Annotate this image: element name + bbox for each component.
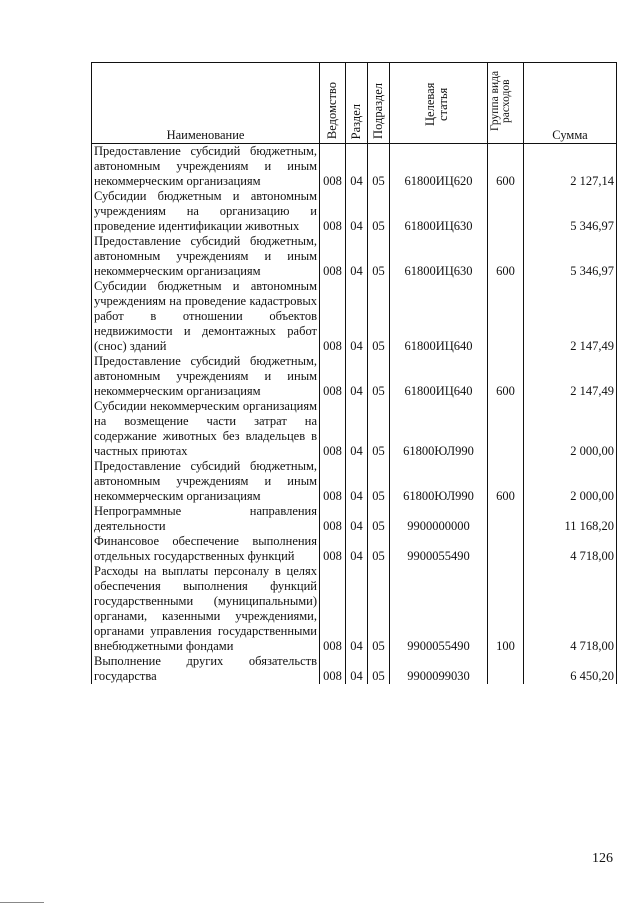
row-group: 600 xyxy=(488,234,524,279)
budget-table xyxy=(91,62,617,684)
row-section: 04 xyxy=(346,234,368,279)
table-row xyxy=(92,399,617,459)
row-sum: 2 147,49 xyxy=(524,354,617,399)
row-name: Субсидии некоммерческим организациям на возмещение части затрат на содержание животных без владельцев в частных приютах xyxy=(92,399,320,459)
row-dept: 008 xyxy=(320,144,346,190)
row-group xyxy=(488,399,524,459)
header-dept: Ведомство xyxy=(320,63,346,144)
row-dept: 008 xyxy=(320,189,346,234)
row-name: Выполнение других обязательств государства xyxy=(92,654,320,684)
row-sum: 2 000,00 xyxy=(524,459,617,504)
table-row xyxy=(92,189,617,234)
table-row xyxy=(92,144,617,190)
row-dept: 008 xyxy=(320,564,346,654)
row-subsection: 05 xyxy=(368,279,390,354)
table-row xyxy=(92,504,617,534)
header-target: Целевая статья xyxy=(390,63,488,144)
row-subsection: 05 xyxy=(368,354,390,399)
row-section: 04 xyxy=(346,564,368,654)
row-name: Предоставление субсидий бюджетным, автономным учреждениям и иным некоммерческим организациям xyxy=(92,459,320,504)
table-row xyxy=(92,534,617,564)
row-subsection: 05 xyxy=(368,189,390,234)
row-subsection: 05 xyxy=(368,504,390,534)
row-sum: 2 000,00 xyxy=(524,399,617,459)
row-section: 04 xyxy=(346,144,368,190)
page-number: 126 xyxy=(592,851,613,866)
row-subsection: 05 xyxy=(368,144,390,190)
row-dept: 008 xyxy=(320,354,346,399)
row-sum: 5 346,97 xyxy=(524,234,617,279)
row-subsection: 05 xyxy=(368,534,390,564)
row-name: Непрограммные направления деятельности xyxy=(92,504,320,534)
row-name: Предоставление субсидий бюджетным, автономным учреждениям и иным некоммерческим организациям xyxy=(92,234,320,279)
row-target: 61800ИЦ630 xyxy=(390,234,488,279)
row-name: Субсидии бюджетным и автономным учреждениям на организацию и проведение идентификации животных xyxy=(92,189,320,234)
row-target: 61800ИЦ630 xyxy=(390,189,488,234)
row-group: 600 xyxy=(488,459,524,504)
row-sum: 4 718,00 xyxy=(524,564,617,654)
row-target: 61800ЮЛ990 xyxy=(390,459,488,504)
row-sum: 11 168,20 xyxy=(524,504,617,534)
row-target: 61800ИЦ620 xyxy=(390,144,488,190)
row-section: 04 xyxy=(346,399,368,459)
row-section: 04 xyxy=(346,354,368,399)
row-dept: 008 xyxy=(320,459,346,504)
row-sum: 2 147,49 xyxy=(524,279,617,354)
scan-mark xyxy=(0,902,44,903)
row-group xyxy=(488,654,524,684)
row-section: 04 xyxy=(346,459,368,504)
row-dept: 008 xyxy=(320,504,346,534)
row-dept: 008 xyxy=(320,534,346,564)
row-group: 600 xyxy=(488,354,524,399)
row-sum: 2 127,14 xyxy=(524,144,617,190)
row-name: Финансовое обеспечение выполнения отдельных государственных функций xyxy=(92,534,320,564)
row-subsection: 05 xyxy=(368,654,390,684)
row-section: 04 xyxy=(346,534,368,564)
row-name: Предоставление субсидий бюджетным, автономным учреждениям и иным некоммерческим организациям xyxy=(92,144,320,190)
table-row xyxy=(92,234,617,279)
row-name: Субсидии бюджетным и автономным учреждениям на проведение кадастровых работ в отношении объектов недвижимости и демонтажных работ (снос) зданий xyxy=(92,279,320,354)
row-subsection: 05 xyxy=(368,399,390,459)
row-target: 9900099030 xyxy=(390,654,488,684)
row-dept: 008 xyxy=(320,234,346,279)
row-target: 9900055490 xyxy=(390,534,488,564)
row-section: 04 xyxy=(346,189,368,234)
table-row xyxy=(92,654,617,684)
header-group: Группа вида расходов xyxy=(488,63,524,144)
header-name: Наименование xyxy=(92,63,320,144)
table-body xyxy=(92,144,617,685)
header-subsection: Подраздел xyxy=(368,63,390,144)
row-group xyxy=(488,504,524,534)
row-dept: 008 xyxy=(320,654,346,684)
row-target: 9900000000 xyxy=(390,504,488,534)
row-target: 61800ИЦ640 xyxy=(390,279,488,354)
row-sum: 6 450,20 xyxy=(524,654,617,684)
row-section: 04 xyxy=(346,279,368,354)
table-row xyxy=(92,564,617,654)
row-section: 04 xyxy=(346,504,368,534)
table-header xyxy=(92,63,617,144)
row-sum: 4 718,00 xyxy=(524,534,617,564)
row-group: 600 xyxy=(488,144,524,190)
row-dept: 008 xyxy=(320,279,346,354)
row-group xyxy=(488,534,524,564)
row-group xyxy=(488,279,524,354)
table-row xyxy=(92,459,617,504)
row-target: 61800ИЦ640 xyxy=(390,354,488,399)
row-dept: 008 xyxy=(320,399,346,459)
row-section: 04 xyxy=(346,654,368,684)
row-group: 100 xyxy=(488,564,524,654)
row-subsection: 05 xyxy=(368,234,390,279)
table-row xyxy=(92,354,617,399)
header-sum: Сумма xyxy=(524,63,617,144)
row-group xyxy=(488,189,524,234)
row-name: Предоставление субсидий бюджетным, автономным учреждениям и иным некоммерческим организациям xyxy=(92,354,320,399)
row-target: 61800ЮЛ990 xyxy=(390,399,488,459)
row-target: 9900055490 xyxy=(390,564,488,654)
table-row xyxy=(92,279,617,354)
row-subsection: 05 xyxy=(368,564,390,654)
row-name: Расходы на выплаты персоналу в целях обеспечения выполнения функций государственными (муниципальными) органами, казенными учреждениями, органами управления государственными внебюджетными фондами xyxy=(92,564,320,654)
row-subsection: 05 xyxy=(368,459,390,504)
row-sum: 5 346,97 xyxy=(524,189,617,234)
header-section: Раздел xyxy=(346,63,368,144)
